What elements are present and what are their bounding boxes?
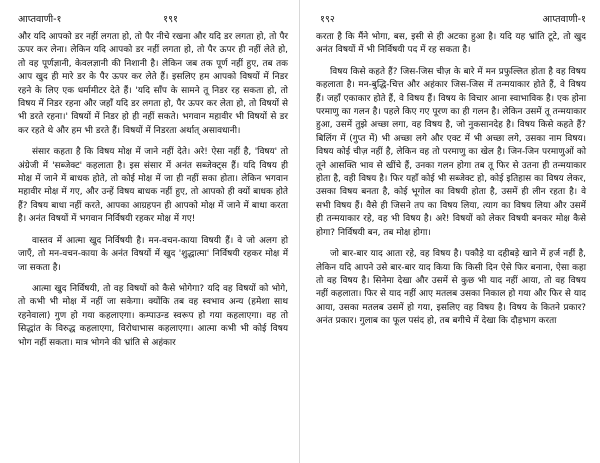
- paragraph: और यदि आपको डर नहीं लगता हो, तो पैर नीचे रखना और यदि डर लगता हो, तो पैर ऊपर कर लेना। लेकिन यदि आपको डर नहीं लगता हो, तो पैर ऊपर ही नहीं लेते हो, तो वह पूर्णज्ञानी, केवलज्ञानी की निशानी है। लेकिन जब तक पूर्ण नहीं हुए, तब तक आप खुद ही मारे डर के पैर ऊपर कर लेते हैं। इसलिए हम आपको विषयों में निडर रहने के लिए एक धर्मामीटर देते हैं। 'यदि साँप के सामने तू निडर रह सकता हो, तो विषय में निडर रहना और जहाँ यदि डर लगता हो, पैर ऊपर कर लेता हो, तो विषयों से भी डरते रहना।' विषयों में निडर हो ही नहीं सकते। भगवान महावीर भी विषयों से डर कर रहते थे और हम भी डरते हैं। विषयों में निडरता अर्थात् असावधानी।: [18, 32, 288, 136]
- left-page-header: [18, 12, 288, 31]
- paragraph: करता है कि मैंने भोगा, बस, इसी से ही अटका हुआ है। यदि यह भ्रांति टूटे, तो खुद अनंत विषयों में भी निर्विषयी पद में रह सकता है।: [316, 32, 586, 56]
- running-title: आप्तवाणी-१: [542, 14, 586, 25]
- right-page-body: [316, 31, 586, 329]
- paragraph: आत्मा खुद निर्विषयी, तो वह विषयों को कैसे भोगेगा? यदि वह विषयों को भोगे, तो कभी भी मोक्ष में नहीं जा सकेगा। क्योंकि तब वह स्वभाव अन्य (हमेशा साथ रहनेवाला) गुण हो गया कहलाएगा। कम्पाउन्ड स्वरूप हो गया कहलाएगा। वह तो सिद्धांत के विरुद्ध कहलाएगा, विरोधाभास कहलाएगा। आत्मा कभी भी कोई विषय भोग नहीं सकता। मात्र भोगने की भ्रांति से अहंकार: [18, 283, 288, 348]
- paragraph: संसार कहता है कि विषय मोक्ष में जाने नहीं देते। अरे! ऐसा नहीं है, 'विषय' तो अंग्रेजी में 'सब्जेक्ट' कहलाता है। इस संसार में अनंत सब्जेक्ट्स हैं। यदि विषय ही मोक्ष में जाने में बाधक होते, तो कोई मोक्ष में जा ही नहीं सका होता। लेकिन भगवान महावीर मोक्ष में गए, और उन्हें विषय बाधक नहीं हुए, तो आपको ही क्यों बाधक होते हैं? विषय बाधा नहीं करते, आपका आग्रहपन ही आपको मोक्ष में जाने में बाधा करता है। अनंत विषयों में भगवान निर्विषयी रहकर मोक्ष में गए!: [18, 147, 288, 225]
- page-number: १९१: [163, 14, 178, 25]
- paragraph: विषय किसे कहते हैं? जिस-जिस चीज़ के बारे में मन प्रफुल्लित होता है वह विषय कहलाता है। मन-बुद्धि-चित्त और अहंकार जिस-जिस में तन्मयाकार होते हैं, वे विषय हैं। जहाँ एकाकार होते हैं, वे विषय हैं। विषय के विचार आना स्वाभाविक है। एक होना परमाणु का गलन है। पहले किए गए पूरण का ही गलन है। लेकिन उसमें तू तन्मयाकार हुआ, उसमें तुझे अच्छा लगा, वह विषय है, जो नुकसानदेह है। विषय किसे कहते हैं? बिलिंग में (गुप्त में) भी अच्छा लगे और एक्ट में भी अच्छा लगे, उसका नाम विषय। विषय कोई चीज़ नहीं है, लेकिन वह तो परमाणु का खेल है। जिन-जिन परमाणुओं को तूने आसक्ति भाव से खींचे हैं, उनका गलन होगा तब तू फिर से उतना ही तन्मयाकार होता है, वही विषय है। फिर यहाँ कोई भी सब्जेक्ट हो, कोई इतिहास का विषय लेकर, उसका विषय बनता है, कोई भूगोल का विषयी होता है, उसमें ही लीन रहता है। वे सभी विषय हैं। वैसे ही जिसने तप का विषय लिया, त्याग का विषय लिया और उसमें ही तन्मयाकार रहे, वह भी विषय है। अरे! विषयों को लेकर विषयी बनकर मोक्ष कैसे होगा? निर्विषयी बन, तब मोक्ष होगा।: [316, 66, 586, 238]
- page-number: १९२: [320, 14, 335, 25]
- right-page-header: [316, 12, 586, 31]
- right-page: [300, 0, 600, 463]
- left-page-body: [18, 31, 288, 350]
- paragraph: जो बार-बार याद आता रहे, वह विषय है। पकौड़े या दहीबड़े खाने में हर्ज नहीं है, लेकिन यदि आपने उसे बार-बार याद किया कि किसी दिन ऐसे फिर बनाना, ऐसा कहा तो वह विषय है। सिनेमा देखा और उसमें से कुछ भी याद नहीं आया, तो वह विषय नहीं कहलाता। फिर से याद नहीं आए मतलब उसका निकाल हो गया और फिर से याद आया, उसका मतलब उसमें हो गया, इसलिए वह विषय है। विषय के कितने प्रकार? अनंत प्रकार। गुलाब का फूल पसंद हो, तब बगीचे में देखा कि दौड़भाग करता: [316, 249, 586, 327]
- running-title: आप्तवाणी-१: [18, 14, 62, 25]
- paragraph: वास्तव में आत्मा खुद निर्विषयी है। मन-वचन-काया विषयी हैं। वे जो अलग हो जाएँ, तो मन-वचन-काया के अनंत विषयों में खुद 'शुद्धात्मा' निर्विषयी रहकर मोक्ष में जा सकता है।: [18, 235, 288, 273]
